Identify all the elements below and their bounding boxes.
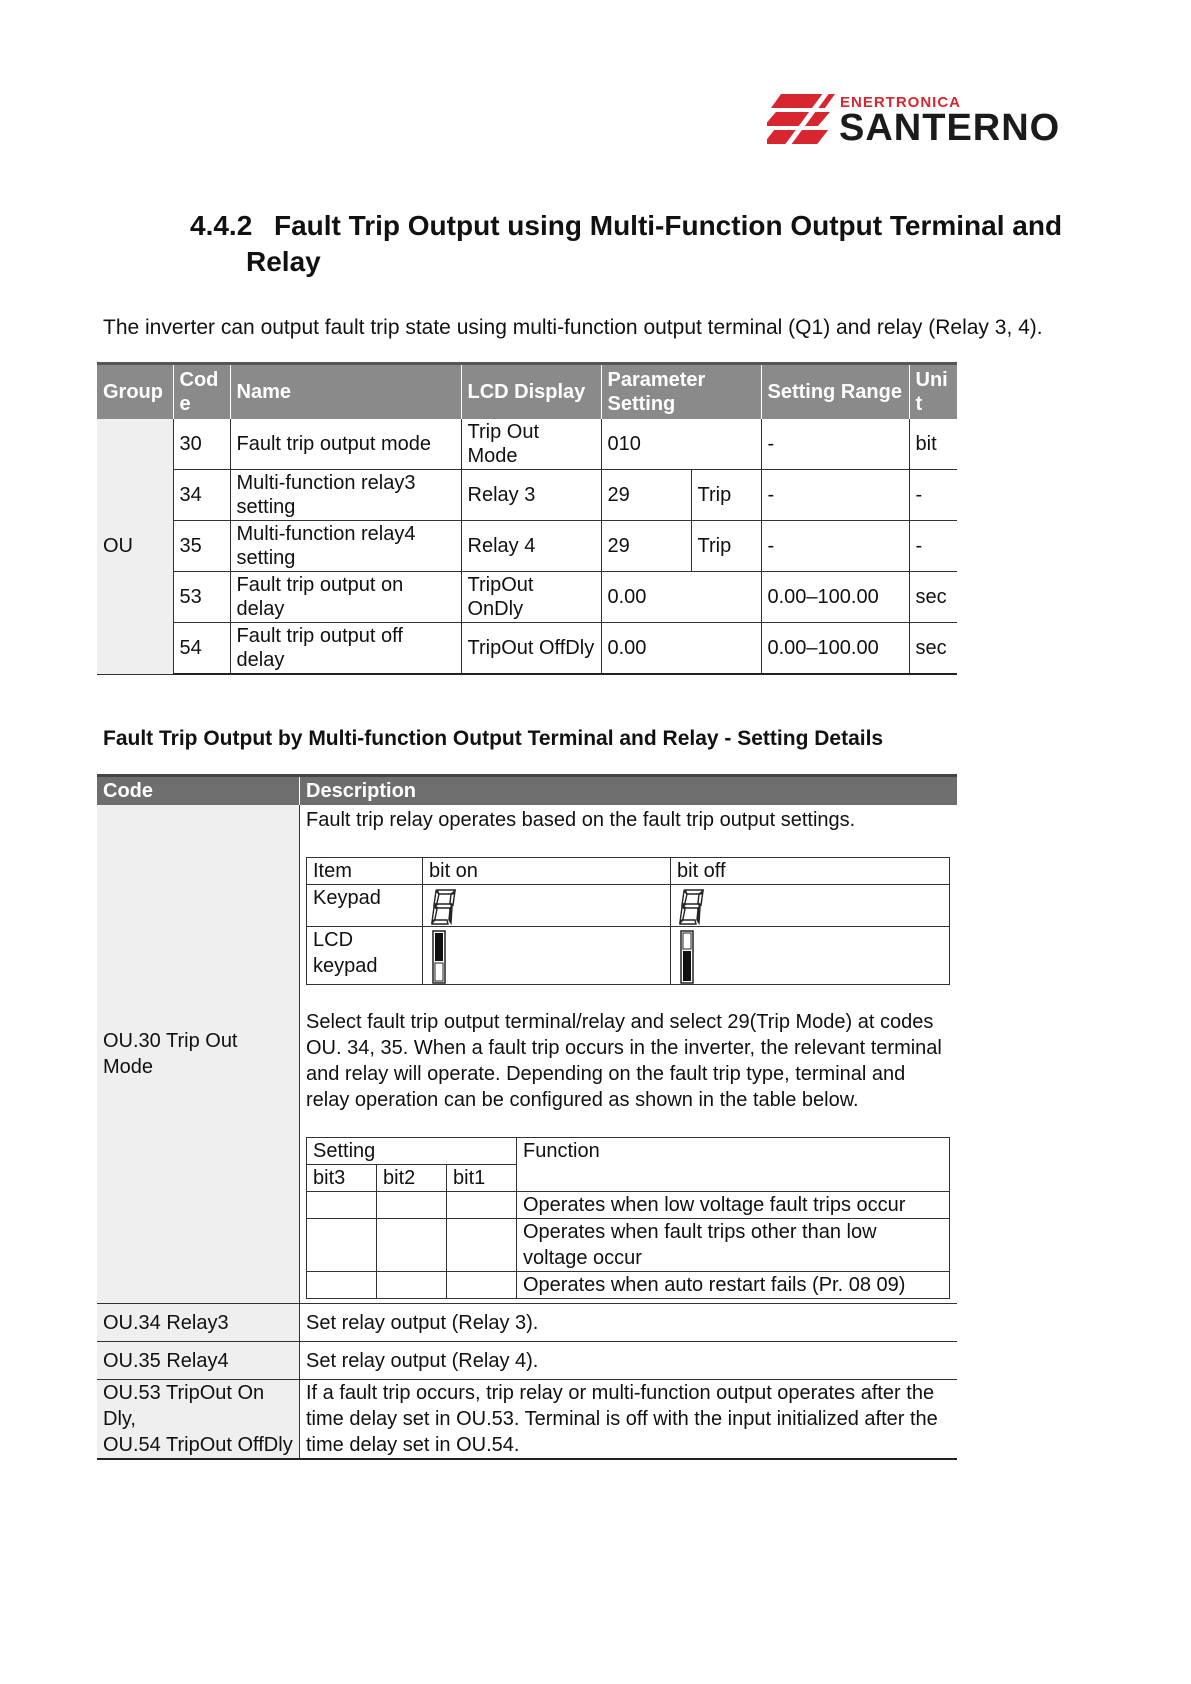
name-cell: Multi-function relay4 setting [230, 521, 461, 572]
name-cell: Fault trip output off delay [230, 623, 461, 675]
code-cell: 30 [173, 419, 230, 470]
bit-keypad-row [307, 885, 950, 927]
section-title [190, 208, 1070, 280]
header-group: Group [97, 364, 173, 420]
brand-name: SANTERNO [839, 107, 1061, 149]
details-row-ou30 [97, 805, 957, 1304]
section-title-line2: Relay [246, 246, 321, 277]
lcd-cell: TripOut OffDly [461, 623, 601, 675]
code-cell: 34 [173, 470, 230, 521]
param2-cell: Trip [691, 470, 761, 521]
brand-subtitle: ENERTRONICA [840, 94, 962, 111]
range-cell: 0.00–100.00 [761, 572, 909, 623]
table-row [97, 419, 957, 470]
header-code: Cod e [173, 364, 230, 420]
lcd-cell: Relay 3 [461, 470, 601, 521]
bit-off-lcd [671, 927, 950, 985]
function-bit1-cell [447, 1192, 517, 1219]
param2-cell: Trip [691, 521, 761, 572]
table-row [97, 623, 957, 675]
santerno-logo-mark-icon [767, 90, 839, 150]
bit-lcd-label: LCD keypad [307, 927, 423, 985]
details-row-ou35 [97, 1342, 957, 1380]
header-range: Setting Range [761, 364, 909, 420]
function-bit2-cell [377, 1219, 447, 1272]
function-bit1-cell [447, 1219, 517, 1272]
function-header-row [307, 1138, 950, 1165]
code-cell: 53 [173, 572, 230, 623]
bit-header-on: bit on [423, 858, 671, 885]
function-bit2-cell [377, 1192, 447, 1219]
section-title-line1: Fault Trip Output using Multi-Function Output Terminal and [274, 210, 1063, 241]
bit-header-item: Item [307, 858, 423, 885]
seven-segment-on-icon [429, 888, 459, 926]
lcd-bit-off-icon [677, 930, 697, 984]
lcd-cell: Trip Out Mode [461, 419, 601, 470]
function-header-bit3: bit3 [307, 1165, 377, 1192]
bit-keypad-label: Keypad [307, 885, 423, 927]
details-code-ou30: OU.30 Trip Out Mode [97, 805, 300, 1304]
range-cell: - [761, 419, 909, 470]
unit-cell: sec [909, 623, 957, 675]
bit-header-row [307, 858, 950, 885]
parameter-table [97, 362, 957, 675]
table-row [97, 521, 957, 572]
function-row [307, 1272, 950, 1299]
param-cell: 29 [601, 521, 691, 572]
details-desc-ou30 [300, 805, 958, 1304]
details-header-description: Description [300, 776, 958, 806]
intro-paragraph: The inverter can output fault trip state using multi-function output terminal (Q1) and relay (Relay 3, 4). [103, 316, 1043, 339]
param-cell: 0.00 [601, 623, 761, 675]
name-cell: Fault trip output on delay [230, 572, 461, 623]
lcd-bit-on-icon [429, 930, 449, 984]
details-desc-ou53: If a fault trip occurs, trip relay or multi-function output operates after the time delay set in OU.53. Terminal is off with the input initialized after the time delay set in OU.54. [300, 1380, 958, 1460]
ou30-desc2: Select fault trip output terminal/relay and select 29(Trip Mode) at codes OU. 34, 35. When a fault trip occurs in the inverter, the relevant terminal and relay will operate. Depending on the fault trip type, terminal and relay operation can be configured as shown in the table below. [306, 1011, 942, 1111]
seven-segment-off-icon [677, 888, 707, 926]
section-number: 4.4.2 [190, 210, 253, 241]
details-title: Fault Trip Output by Multi-function Output Terminal and Relay - Setting Details [103, 727, 884, 750]
name-cell: Fault trip output mode [230, 419, 461, 470]
function-header-bit1: bit1 [447, 1165, 517, 1192]
unit-cell: sec [909, 572, 957, 623]
parameter-table-header [97, 364, 957, 420]
param-cell: 29 [601, 470, 691, 521]
lcd-cell: TripOut OnDly [461, 572, 601, 623]
function-table [306, 1137, 950, 1299]
details-table-header [97, 776, 957, 806]
function-row [307, 1192, 950, 1219]
function-desc-cell: Operates when low voltage fault trips occur [517, 1192, 950, 1219]
ou30-desc1: Fault trip relay operates based on the fault trip output settings. [306, 809, 856, 831]
code-ou54-line: OU.54 TripOut OffDly [103, 1434, 293, 1456]
param-cell: 0.00 [601, 572, 761, 623]
table-row [97, 470, 957, 521]
lcd-cell: Relay 4 [461, 521, 601, 572]
bit-on-lcd [423, 927, 671, 985]
header-unit: Uni t [909, 364, 957, 420]
code-ou53-line: OU.53 TripOut On Dly, [103, 1382, 265, 1430]
details-desc-ou35: Set relay output (Relay 4). [300, 1342, 958, 1380]
function-header-bit2: bit2 [377, 1165, 447, 1192]
bit-lcd-row [307, 927, 950, 985]
function-header-function: Function [517, 1138, 950, 1192]
bit-on-keypad [423, 885, 671, 927]
name-cell: Multi-function relay3 setting [230, 470, 461, 521]
range-cell: 0.00–100.00 [761, 623, 909, 675]
function-row [307, 1219, 950, 1272]
details-row-ou34 [97, 1304, 957, 1342]
details-header-code: Code [97, 776, 300, 806]
function-desc-cell: Operates when fault trips other than low voltage occur [517, 1219, 950, 1272]
unit-cell: - [909, 521, 957, 572]
header-parameter: Parameter Setting [601, 364, 761, 420]
table-row [97, 572, 957, 623]
header-lcd: LCD Display [461, 364, 601, 420]
code-cell: 54 [173, 623, 230, 675]
details-table [97, 774, 957, 1460]
group-cell: OU [97, 419, 173, 674]
param-cell: 010 [601, 419, 761, 470]
range-cell: - [761, 521, 909, 572]
function-bit3-cell [307, 1192, 377, 1219]
bit-header-off: bit off [671, 858, 950, 885]
function-bit1-cell [447, 1272, 517, 1299]
details-row-ou53 [97, 1380, 957, 1460]
function-desc-cell: Operates when auto restart fails (Pr. 08 09) [517, 1272, 950, 1299]
header-name: Name [230, 364, 461, 420]
bit-display-table [306, 857, 950, 985]
function-bit3-cell [307, 1272, 377, 1299]
details-code-ou34: OU.34 Relay3 [97, 1304, 300, 1342]
function-header-setting: Setting [307, 1138, 517, 1165]
unit-cell: bit [909, 419, 957, 470]
details-code-ou53 [97, 1380, 300, 1460]
range-cell: - [761, 470, 909, 521]
bit-off-keypad [671, 885, 950, 927]
brand-logo [767, 90, 1067, 150]
details-code-ou35: OU.35 Relay4 [97, 1342, 300, 1380]
function-bit3-cell [307, 1219, 377, 1272]
details-desc-ou34: Set relay output (Relay 3). [300, 1304, 958, 1342]
unit-cell: - [909, 470, 957, 521]
code-cell: 35 [173, 521, 230, 572]
function-bit2-cell [377, 1272, 447, 1299]
